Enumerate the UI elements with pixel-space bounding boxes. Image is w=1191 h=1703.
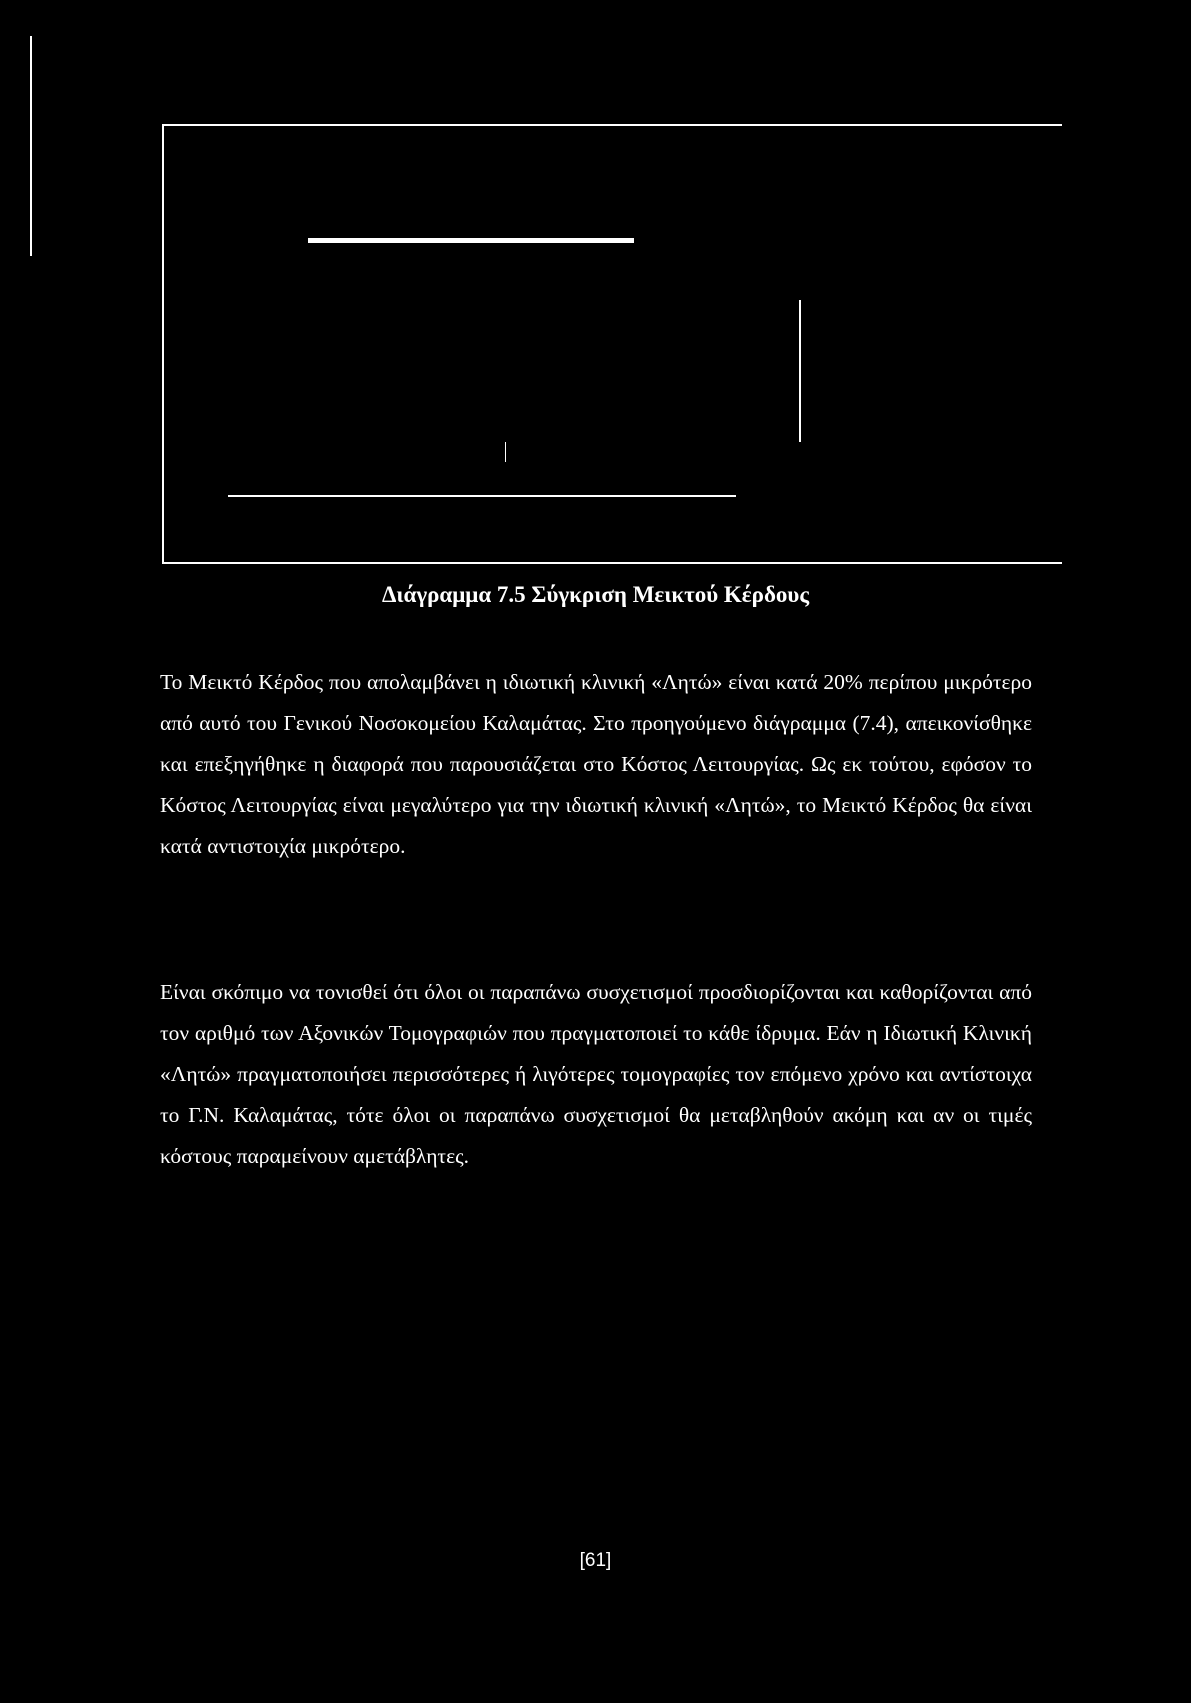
frame-left-border [162,124,164,564]
scan-edge-line [30,36,32,256]
tick-mark [505,442,506,462]
baseline [228,495,736,497]
bar-mark [308,238,634,243]
axis-mark [799,300,801,442]
figure-caption: Διάγραμμα 7.5 Σύγκριση Μεικτού Κέρδους [381,582,810,607]
body-paragraph-2: Είναι σκόπιμο να τονισθεί ότι όλοι οι παραπάνω συσχετισμοί προσδιορίζονται και καθορίζονται από τον αριθμό των Αξονικών Τομογραφιών που πραγματοποιεί το κάθε ίδρυμα. Εάν η Ιδιωτική Κλινική «Λητώ» πραγματοποιήσει περισσότερες ή λιγότερες τομογραφίες τον επόμενο χρόνο και αντίστοιχα το Γ.Ν. Καλαμάτας, τότε όλοι οι παραπάνω συσχετισμοί θα μεταβληθούν ακόμη και αν οι τιμές κόστους παραμείνουν αμετάβλητες. [160,980,1032,1168]
page-number: [61] [579,1550,612,1571]
chart-figure [0,0,1191,570]
frame-bottom-border [162,562,1062,564]
body-paragraph-1: Το Μεικτό Κέρδος που απολαμβάνει η ιδιωτική κλινική «Λητώ» είναι κατά 20% περίπου μικρότερο από αυτό του Γενικού Νοσοκομείου Καλαμάτας. Στο προηγούμενο διάγραμμα (7.4), απεικονίσθηκε και επεξηγήθηκε η διαφορά που παρουσιάζεται στο Κόστος Λειτουργίας. Ως εκ τούτου, εφόσον το Κόστος Λειτουργίας είναι μεγαλύτερο για την ιδιωτική κλινική «Λητώ», το Μεικτό Κέρδος θα είναι κατά αντιστοιχία μικρότερο. [160,670,1032,858]
frame-top-border [162,124,1062,126]
